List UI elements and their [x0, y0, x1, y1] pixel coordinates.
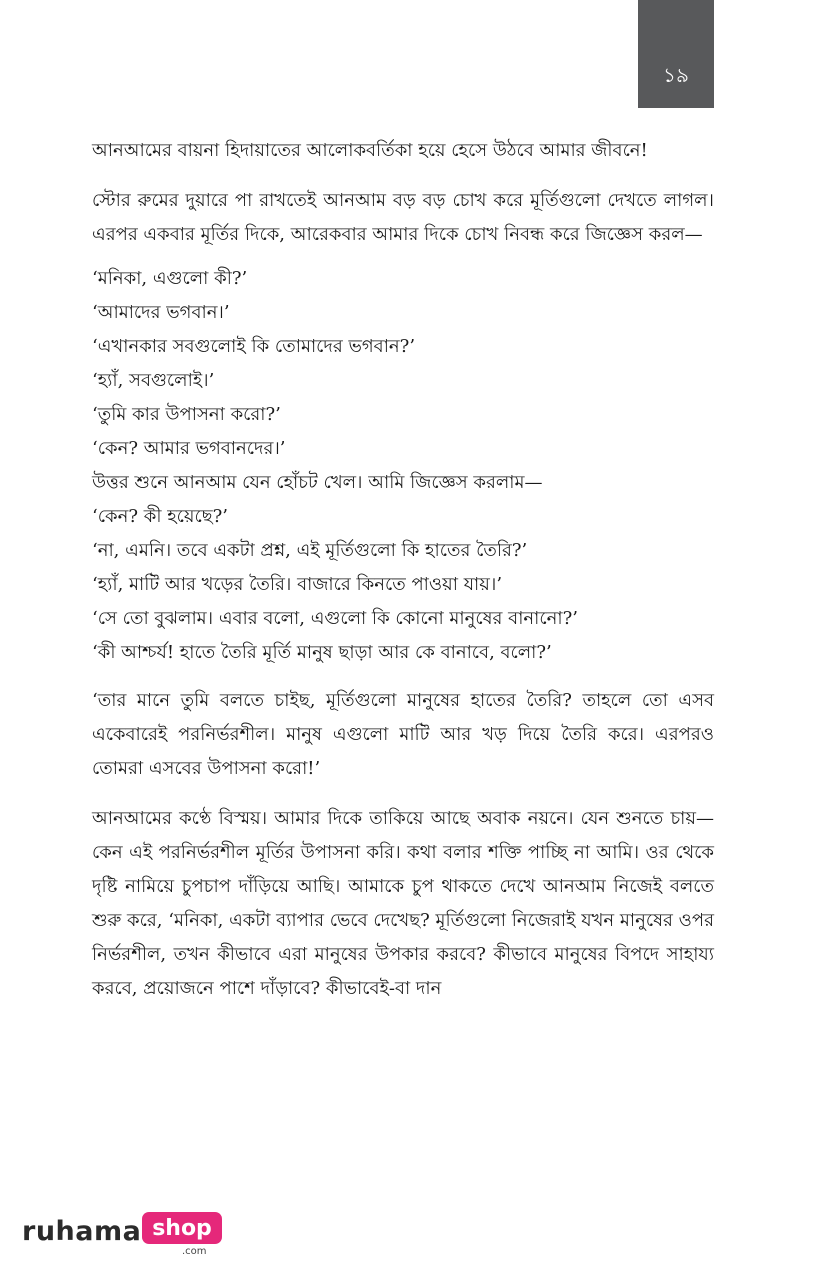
dialogue-line: ‘কেন? আমার ভগবানদের।’ [92, 438, 286, 459]
ruhamashop-logo [22, 1210, 222, 1256]
dialogue-line: ‘তুমি কার উপাসনা করো?’ [92, 404, 281, 425]
dialogue-line: ‘হ্যাঁ, মাটি আর খড়ের তৈরি। বাজারে কিনতে পাওয়া যায়।’ [92, 574, 503, 595]
page-number: ১৯ [663, 63, 689, 87]
logo-shop-text: shop [152, 1215, 212, 1241]
logo-domain-text: .com [182, 1246, 207, 1257]
narration-line: উত্তর শুনে আনআম যেন হোঁচট খেল। আমি জিজ্ঞেস করলাম— [92, 472, 543, 493]
page-number-tab [638, 0, 714, 108]
dialogue-line: ‘না, এমনি। তবে একটা প্রশ্ন, এই মূর্তিগুলো কি হাতের তৈরি?’ [92, 540, 528, 561]
dialogue-line: ‘মনিকা, এগুলো কী?’ [92, 268, 248, 289]
logo-brand-text: ruhama [22, 1216, 142, 1247]
dialogue-line: ‘এখানকার সবগুলোই কি তোমাদের ভগবান?’ [92, 336, 416, 357]
book-text [92, 134, 714, 1022]
paragraph: আনআমের বায়না হিদায়াতের আলোকবর্তিকা হয়ে হেসে উঠবে আমার জীবনে! [92, 140, 648, 161]
logo-shop-badge [142, 1212, 222, 1244]
paragraph: আনআমের কণ্ঠে বিস্ময়। আমার দিকে তাকিয়ে আছে অবাক নয়নে। যেন শুনতে চায়—কেন এই পরনির্ভরশীল মূর্তির উপাসনা করি। কথা বলার শক্তি পাচ্ছি না আমি। ওর থেকে দৃষ্টি নামিয়ে চুপচাপ দাঁড়িয়ে আছি। আমাকে চুপ থাকতে দেখে আনআম নিজেই বলতে শুরু করে, ‘মনিকা, একটা ব্যাপার ভেবে দেখেছ? মূর্তিগুলো নিজেরাই যখন মানুষের ওপর নির্ভরশীল, তখন কীভাবে এরা মানুষের উপকার করবে? কীভাবে মানুষের বিপদে সাহায্য করবে, প্রয়োজনে পাশে দাঁড়াবে? কীভাবেই-বা দান [92, 808, 714, 999]
dialogue-line: ‘হ্যাঁ, সবগুলোই।’ [92, 370, 215, 391]
dialogue-line: ‘সে তো বুঝলাম। এবার বলো, এগুলো কি কোনো মানুষের বানানো?’ [92, 608, 578, 629]
dialogue-line: ‘কেন? কী হয়েছে?’ [92, 506, 229, 527]
dialogue-line: ‘আমাদের ভগবান।’ [92, 302, 230, 323]
paragraph: ‘তার মানে তুমি বলতে চাইছ, মূর্তিগুলো মানুষের হাতের তৈরি? তাহলে তো এসব একেবারেই পরনির্ভরশীল। মানুষ এগুলো মাটি আর খড় দিয়ে তৈরি করে। এরপরও তোমরা এসবের উপাসনা করো!’ [92, 690, 714, 779]
dialogue-line: ‘কী আশ্চর্য! হাতে তৈরি মূর্তি মানুষ ছাড়া আর কে বানাবে, বলো?’ [92, 642, 552, 663]
paragraph: স্টোর রুমের দুয়ারে পা রাখতেই আনআম বড় বড় চোখ করে মূর্তিগুলো দেখতে লাগল। এরপর একবার মূর্তির দিকে, আরেকবার আমার দিকে চোখ নিবন্ধ করে জিজ্ঞেস করল— [92, 190, 714, 245]
